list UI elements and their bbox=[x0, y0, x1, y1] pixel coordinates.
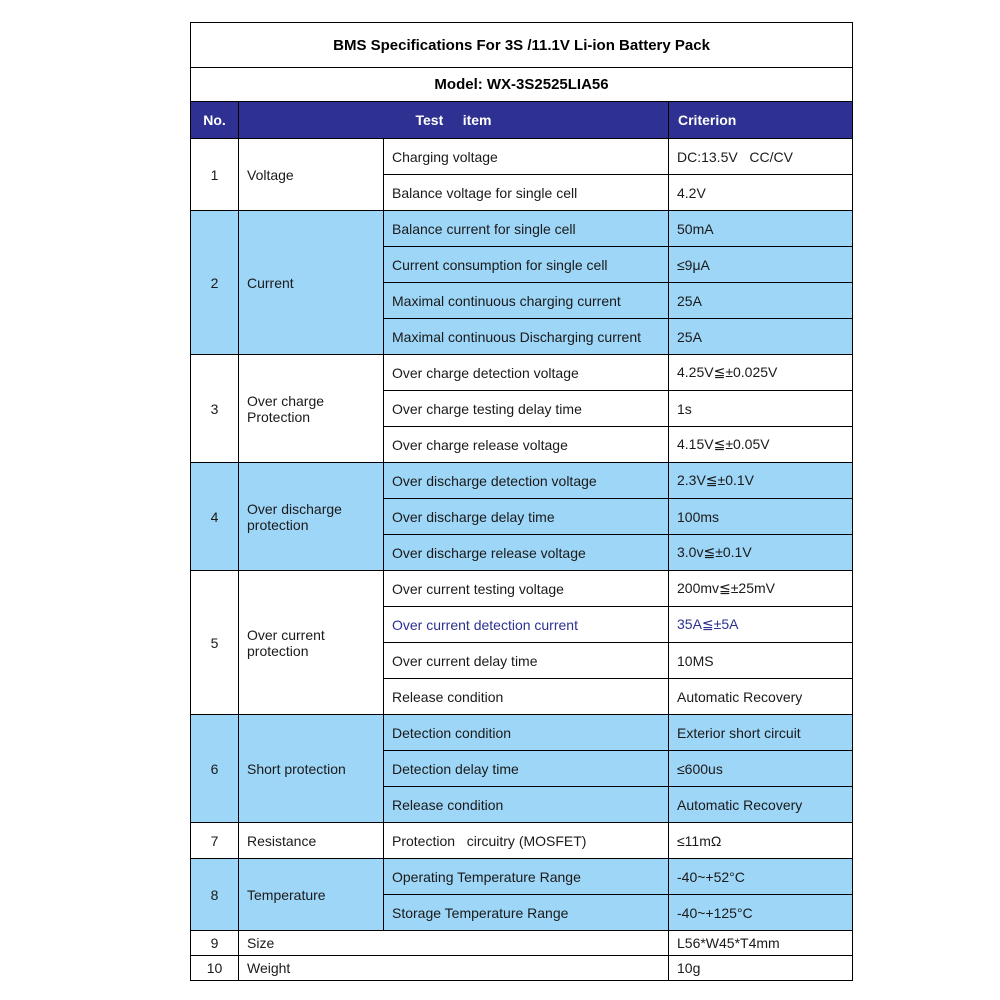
criterion-cell: DC:13.5V CC/CV bbox=[669, 139, 853, 175]
test-item-cell: Balance current for single cell bbox=[384, 211, 669, 247]
criterion-cell: 50mA bbox=[669, 211, 853, 247]
criterion-cell: ≤600us bbox=[669, 751, 853, 787]
test-item-cell: Maximal continuous Discharging current bbox=[384, 319, 669, 355]
table-row bbox=[191, 139, 853, 175]
criterion-cell: 200mv≦±25mV bbox=[669, 571, 853, 607]
test-item-cell: Operating Temperature Range bbox=[384, 859, 669, 895]
test-item-cell: Over current testing voltage bbox=[384, 571, 669, 607]
header-criterion: Criterion bbox=[669, 102, 853, 139]
table-row bbox=[191, 463, 853, 499]
test-item-cell: Detection condition bbox=[384, 715, 669, 751]
test-item-cell: Current consumption for single cell bbox=[384, 247, 669, 283]
no-cell: 10 bbox=[191, 956, 239, 981]
test-item-cell: Protection circuitry (MOSFET) bbox=[384, 823, 669, 859]
no-cell: 1 bbox=[191, 139, 239, 211]
criterion-cell: 100ms bbox=[669, 499, 853, 535]
category-cell: Resistance bbox=[239, 823, 384, 859]
table-row bbox=[191, 931, 853, 956]
table-row bbox=[191, 956, 853, 981]
table-row bbox=[191, 823, 853, 859]
test-item-cell: Charging voltage bbox=[384, 139, 669, 175]
no-cell: 3 bbox=[191, 355, 239, 463]
criterion-cell: -40~+52°C bbox=[669, 859, 853, 895]
test-item-cell: Balance voltage for single cell bbox=[384, 175, 669, 211]
table-row bbox=[191, 715, 853, 751]
no-cell: 4 bbox=[191, 463, 239, 571]
no-cell: 9 bbox=[191, 931, 239, 956]
category-cell: Over current protection bbox=[239, 571, 384, 715]
criterion-cell: 25A bbox=[669, 319, 853, 355]
test-item-cell: Over charge detection voltage bbox=[384, 355, 669, 391]
criterion-cell: ≤11mΩ bbox=[669, 823, 853, 859]
test-item-cell: Maximal continuous charging current bbox=[384, 283, 669, 319]
criterion-cell: 1s bbox=[669, 391, 853, 427]
table-title: BMS Specifications For 3S /11.1V Li-ion Battery Pack bbox=[191, 23, 853, 68]
criterion-cell: -40~+125°C bbox=[669, 895, 853, 931]
criterion-cell: Exterior short circuit bbox=[669, 715, 853, 751]
model-row bbox=[191, 68, 853, 102]
test-item-cell: Over discharge delay time bbox=[384, 499, 669, 535]
criterion-cell: 4.15V≦±0.05V bbox=[669, 427, 853, 463]
bms-spec-table bbox=[190, 22, 853, 981]
table-row bbox=[191, 211, 853, 247]
table-row bbox=[191, 355, 853, 391]
test-item-cell: Detection delay time bbox=[384, 751, 669, 787]
no-cell: 8 bbox=[191, 859, 239, 931]
criterion-cell: Automatic Recovery bbox=[669, 787, 853, 823]
title-row bbox=[191, 23, 853, 68]
test-item-cell: Release condition bbox=[384, 787, 669, 823]
test-item-cell: Over charge testing delay time bbox=[384, 391, 669, 427]
test-item-cell: Release condition bbox=[384, 679, 669, 715]
category-cell: Over charge Protection bbox=[239, 355, 384, 463]
criterion-cell: 2.3V≦±0.1V bbox=[669, 463, 853, 499]
no-cell: 6 bbox=[191, 715, 239, 823]
header-row bbox=[191, 102, 853, 139]
criterion-cell: 4.2V bbox=[669, 175, 853, 211]
header-test-item: Test item bbox=[239, 102, 669, 139]
test-item-cell: Over current detection current bbox=[384, 607, 669, 643]
model-label: Model: WX-3S2525LIA56 bbox=[191, 68, 853, 102]
criterion-cell: ≤9μA bbox=[669, 247, 853, 283]
test-item-cell: Over discharge detection voltage bbox=[384, 463, 669, 499]
category-cell: Weight bbox=[239, 956, 669, 981]
test-item-cell: Over charge release voltage bbox=[384, 427, 669, 463]
no-cell: 7 bbox=[191, 823, 239, 859]
no-cell: 2 bbox=[191, 211, 239, 355]
criterion-cell: L56*W45*T4mm bbox=[669, 931, 853, 956]
table-row bbox=[191, 571, 853, 607]
category-cell: Current bbox=[239, 211, 384, 355]
table-row bbox=[191, 859, 853, 895]
criterion-cell: 10g bbox=[669, 956, 853, 981]
criterion-cell: 25A bbox=[669, 283, 853, 319]
test-item-cell: Over discharge release voltage bbox=[384, 535, 669, 571]
test-item-cell: Over current delay time bbox=[384, 643, 669, 679]
header-no: No. bbox=[191, 102, 239, 139]
category-cell: Over discharge protection bbox=[239, 463, 384, 571]
no-cell: 5 bbox=[191, 571, 239, 715]
criterion-cell: 3.0v≦±0.1V bbox=[669, 535, 853, 571]
criterion-cell: Automatic Recovery bbox=[669, 679, 853, 715]
criterion-cell: 35A≦±5A bbox=[669, 607, 853, 643]
criterion-cell: 4.25V≦±0.025V bbox=[669, 355, 853, 391]
test-item-cell: Storage Temperature Range bbox=[384, 895, 669, 931]
category-cell: Voltage bbox=[239, 139, 384, 211]
category-cell: Temperature bbox=[239, 859, 384, 931]
category-cell: Short protection bbox=[239, 715, 384, 823]
category-cell: Size bbox=[239, 931, 669, 956]
criterion-cell: 10MS bbox=[669, 643, 853, 679]
